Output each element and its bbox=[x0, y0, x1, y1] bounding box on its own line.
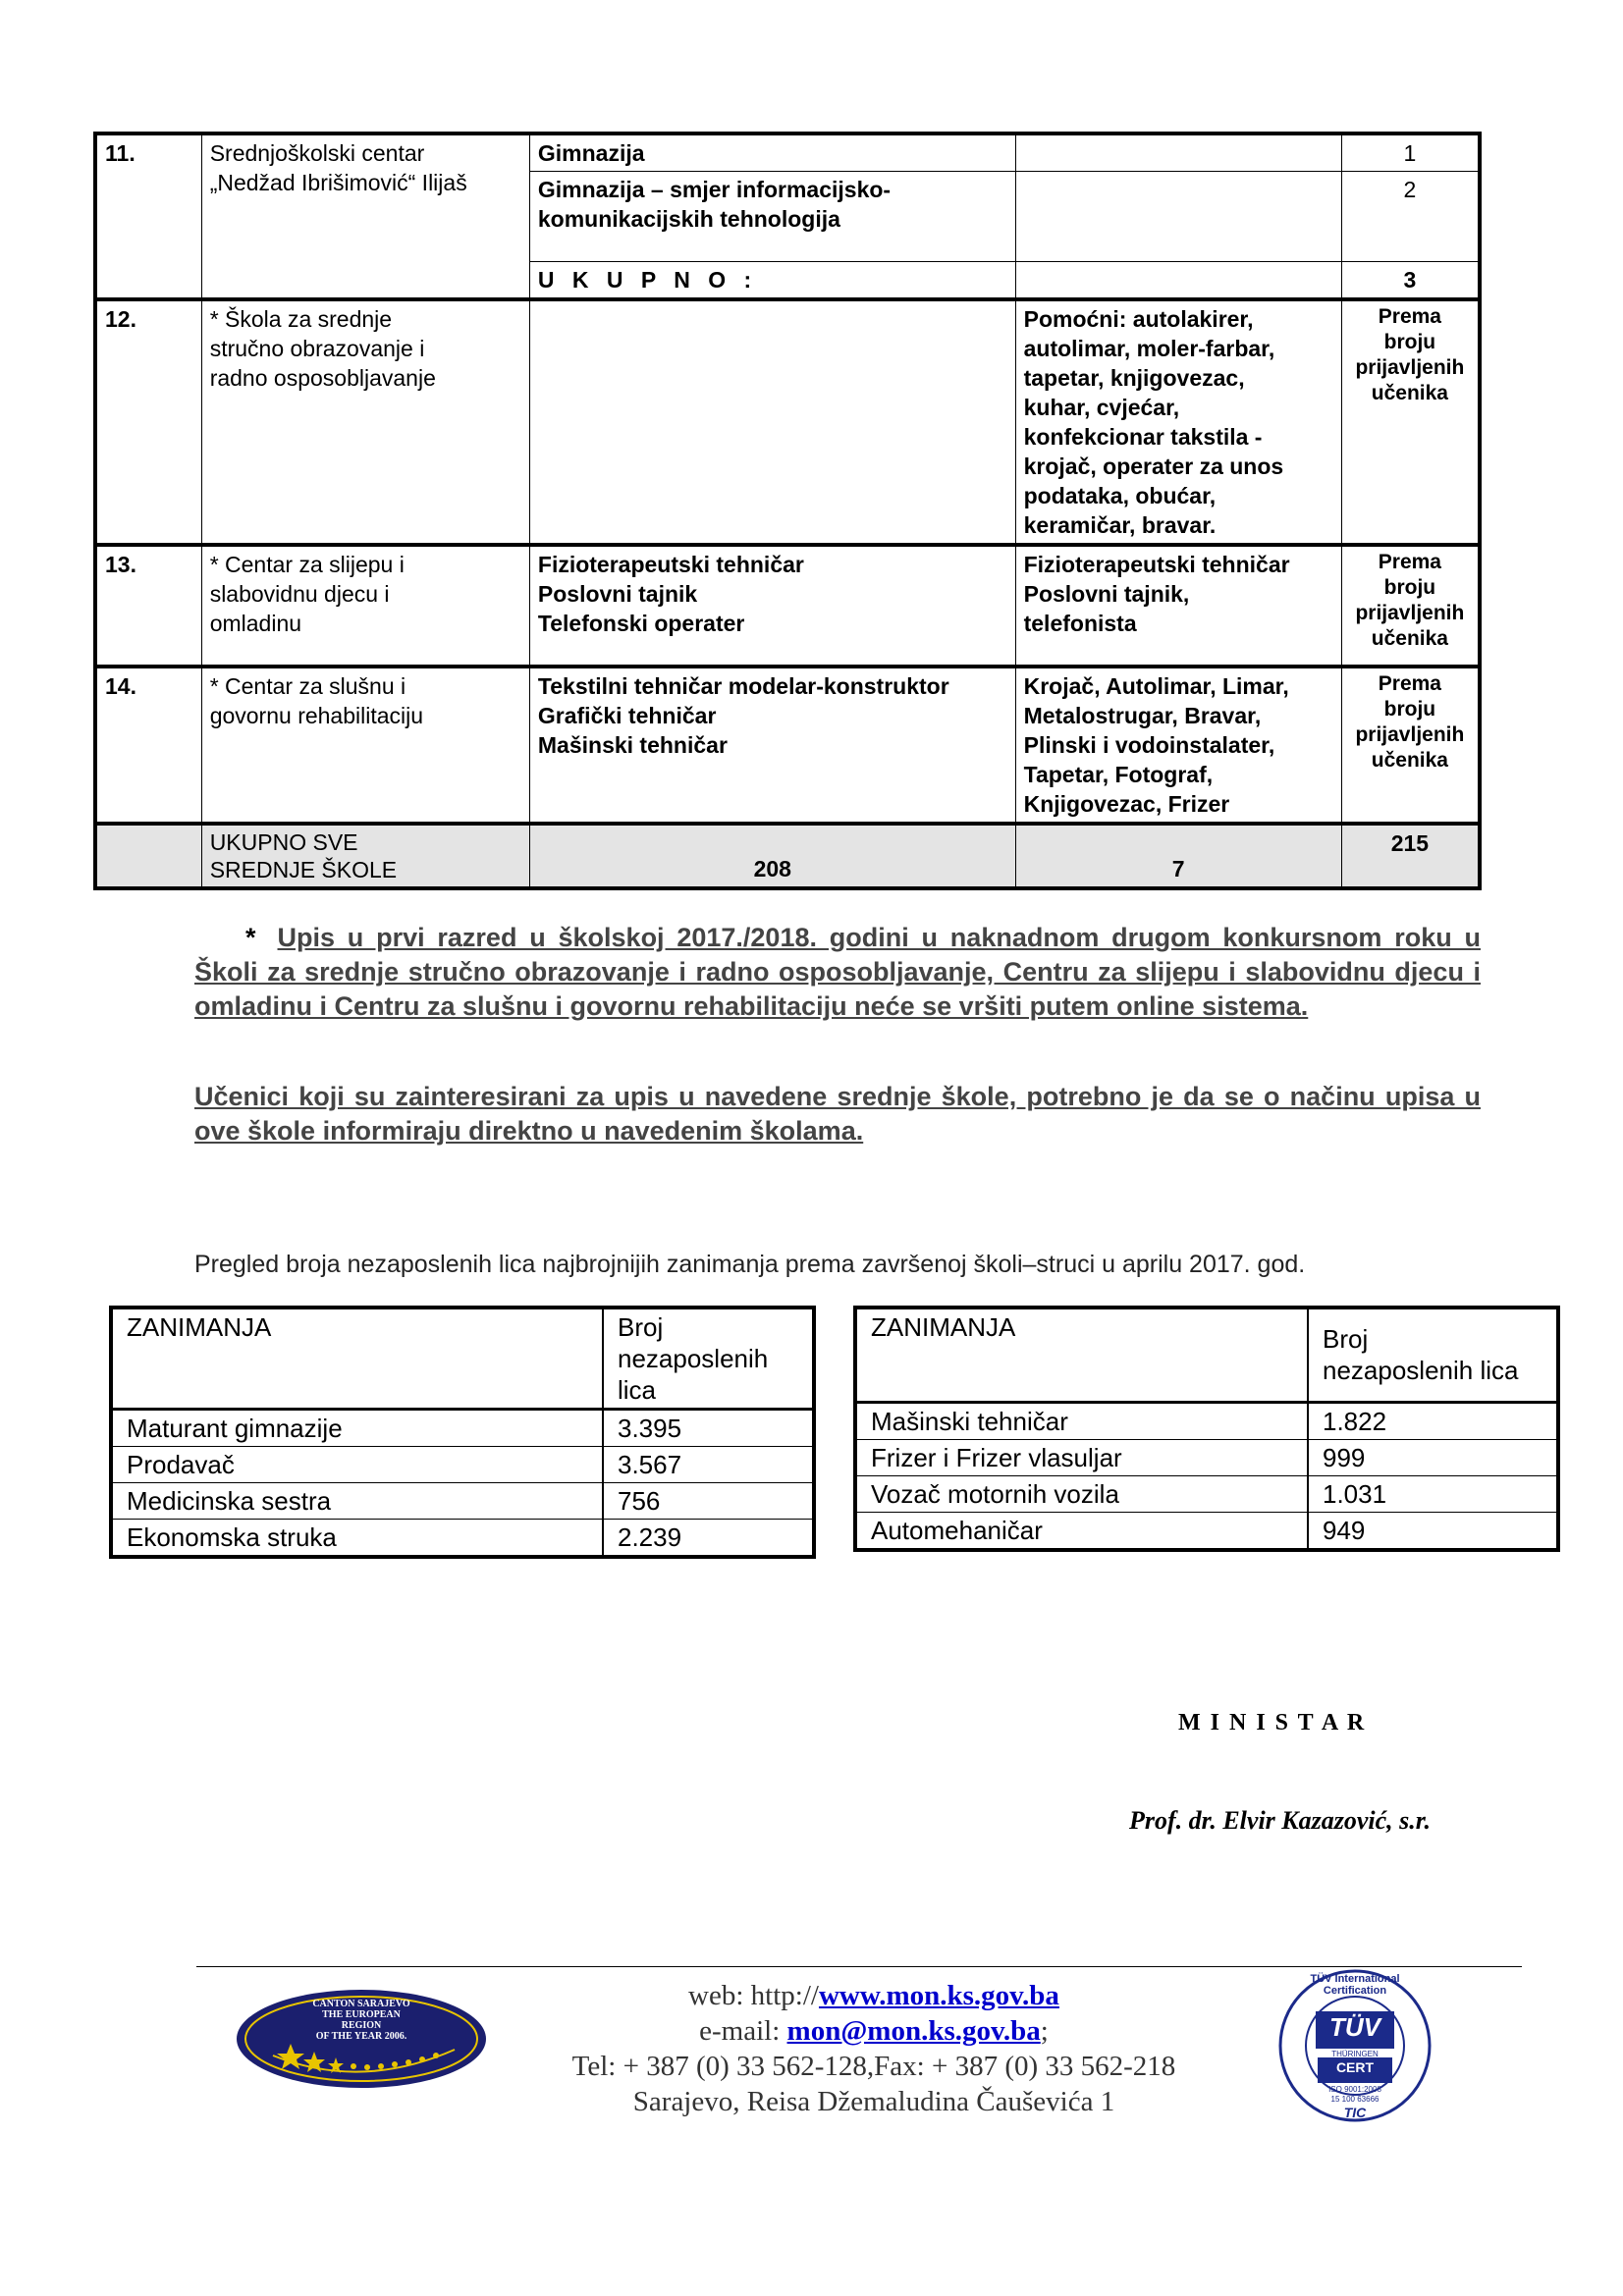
grand-total-label: UKUPNO SVE SREDNJE ŠKOLE bbox=[201, 824, 529, 888]
canton-sarajevo-logo bbox=[234, 1985, 489, 2098]
note-online-enrollment bbox=[194, 921, 1481, 1024]
email-link[interactable]: mon@mon.ks.gov.ba bbox=[786, 2015, 1041, 2047]
subtotal-label: U K U P N O : bbox=[529, 262, 1015, 300]
tuv-tic: TIC bbox=[1343, 2105, 1367, 2120]
tuv-cert: CERT bbox=[1335, 2059, 1375, 2075]
count-cell: 1 bbox=[1341, 133, 1480, 172]
school-name: Srednjoškolski centar „Nedžad Ibrišimović“ Ilijaš bbox=[201, 133, 529, 299]
web-link[interactable]: www.mon.ks.gov.ba bbox=[818, 1980, 1059, 2011]
occupation-cell: Mašinski tehničar bbox=[855, 1402, 1308, 1439]
school-name: * Centar za slušnu i govornu rehabilitaciju bbox=[201, 667, 529, 824]
signature-name: Prof. dr. Elvir Kazazović, s.r. bbox=[1129, 1806, 1431, 1835]
program-cell-2 bbox=[1015, 172, 1341, 262]
row-number: 14. bbox=[95, 667, 201, 824]
count-cell: 1.031 bbox=[1308, 1475, 1558, 1512]
row-number bbox=[95, 824, 201, 888]
note-text-1: Upis u prvi razred u školskoj 2017./2018. godini u naknadnom drugom konkursnom roku u Školi za srednje stručno obrazovanje i radno osposobljavanje, Centru za slijepu i slabovidnu djecu i omladinu i Centru za slušnu i govornu rehabilitaciju neće se vršiti putem online sistema. bbox=[194, 923, 1481, 1021]
tuv-ring-text: TÜV International Certification bbox=[1310, 1973, 1400, 1997]
grand-total-col1: 208 bbox=[529, 824, 1015, 888]
note-text-2: Učenici koji su zainteresirani za upis u navedene srednje škole, potrebno je da se o načinu upisa u ove škole informiraju direktno u navedenim školama. bbox=[194, 1082, 1481, 1146]
note-info-schools bbox=[194, 1080, 1481, 1148]
count-cell: Prema broju prijavljenih učenika bbox=[1341, 545, 1480, 667]
unemployment-intro: Pregled broja nezaposlenih lica najbrojnijih zanimanja prema završenoj školi–struci u aprilu 2017. god. bbox=[194, 1251, 1306, 1278]
grand-total-value: 215 bbox=[1341, 824, 1480, 888]
header-occupation: ZANIMANJA bbox=[855, 1308, 1308, 1402]
footer-email: e-mail: mon@mon.ks.gov.ba; bbox=[699, 2015, 1049, 2047]
count-cell: 2 bbox=[1341, 172, 1480, 262]
program-cell-2 bbox=[1015, 133, 1341, 172]
tuv-sub: THÜRINGEN bbox=[1331, 2050, 1379, 2058]
grand-total-col2: 7 bbox=[1015, 824, 1341, 888]
program-cell-2: Pomoćni: autolakirer, autolimar, moler-farbar, tapetar, knjigovezac, kuhar, cvjećar, konfekcionar takstila - krojač, operater za unos podataka, obućar, keramičar, bravar. bbox=[1015, 299, 1341, 545]
program-cell: Tekstilni tehničar modelar-konstruktor Grafički tehničar Mašinski tehničar bbox=[529, 667, 1015, 824]
footer-phone: Tel: + 387 (0) 33 562-128,Fax: + 387 (0) 33 562-218 bbox=[571, 2051, 1176, 2082]
count-cell: 949 bbox=[1308, 1512, 1558, 1550]
count-cell: 1.822 bbox=[1308, 1402, 1558, 1439]
count-cell: Prema broju prijavljenih učenika bbox=[1341, 667, 1480, 824]
occupation-cell: Vozač motornih vozila bbox=[855, 1475, 1308, 1512]
occupation-cell: Prodavač bbox=[111, 1447, 603, 1483]
school-name: * Centar za slijepu i slabovidnu djecu i omladinu bbox=[201, 545, 529, 667]
count-cell: 3.395 bbox=[603, 1410, 814, 1447]
schools-table bbox=[93, 132, 1482, 890]
header-occupation: ZANIMANJA bbox=[111, 1308, 603, 1410]
count-cell: 999 bbox=[1308, 1439, 1558, 1475]
row-number: 11. bbox=[95, 133, 201, 299]
occupation-cell: Medicinska sestra bbox=[111, 1483, 603, 1520]
header-count: Broj nezaposlenih lica bbox=[1308, 1308, 1558, 1402]
occupation-cell: Maturant gimnazije bbox=[111, 1410, 603, 1447]
row-number: 13. bbox=[95, 545, 201, 667]
unemployment-table-left bbox=[109, 1306, 816, 1559]
footer-contact bbox=[491, 1978, 1257, 2119]
subtotal-value: 3 bbox=[1341, 262, 1480, 300]
note-star: * bbox=[245, 923, 256, 952]
count-cell: 3.567 bbox=[603, 1447, 814, 1483]
tuv-reg: 15 100 63666 bbox=[1330, 2095, 1380, 2104]
occupation-cell: Frizer i Frizer vlasuljar bbox=[855, 1439, 1308, 1475]
footer-web: web: http://www.mon.ks.gov.ba bbox=[688, 1980, 1059, 2011]
count-cell: Prema broju prijavljenih učenika bbox=[1341, 299, 1480, 545]
occupation-cell: Automehaničar bbox=[855, 1512, 1308, 1550]
tuv-cert-logo bbox=[1276, 1967, 1434, 2124]
header-count: Broj nezaposlenih lica bbox=[603, 1308, 814, 1410]
footer-address: Sarajevo, Reisa Džemaludina Čauševića 1 bbox=[632, 2086, 1115, 2117]
school-name: * Škola za srednje stručno obrazovanje i radno osposobljavanje bbox=[201, 299, 529, 545]
logo-text: CANTON SARAJEVO THE EUROPEAN REGION OF THE YEAR 2006. bbox=[312, 1999, 410, 2042]
tuv-iso: ISO 9001:2008 bbox=[1328, 2085, 1381, 2094]
count-cell: 756 bbox=[603, 1483, 814, 1520]
unemployment-table-right bbox=[853, 1306, 1560, 1552]
tuv-brand: TÜV bbox=[1329, 2012, 1380, 2042]
program-cell: Gimnazija bbox=[529, 133, 1015, 172]
program-cell-2: Krojač, Autolimar, Limar, Metalostrugar, Bravar, Plinski i vodoinstalater, Tapetar, Fotograf, Knjigovezac, Frizer bbox=[1015, 667, 1341, 824]
program-cell bbox=[529, 299, 1015, 545]
program-cell-2: Fizioterapeutski tehničar Poslovni tajnik, telefonista bbox=[1015, 545, 1341, 667]
signature-title: M I N I S T A R bbox=[1178, 1710, 1367, 1735]
program-cell: Gimnazija – smjer informacijsko- komunikacijskih tehnologija bbox=[529, 172, 1015, 262]
program-cell-2 bbox=[1015, 262, 1341, 300]
occupation-cell: Ekonomska struka bbox=[111, 1520, 603, 1558]
count-cell: 2.239 bbox=[603, 1520, 814, 1558]
row-number: 12. bbox=[95, 299, 201, 545]
program-cell: Fizioterapeutski tehničar Poslovni tajnik Telefonski operater bbox=[529, 545, 1015, 667]
